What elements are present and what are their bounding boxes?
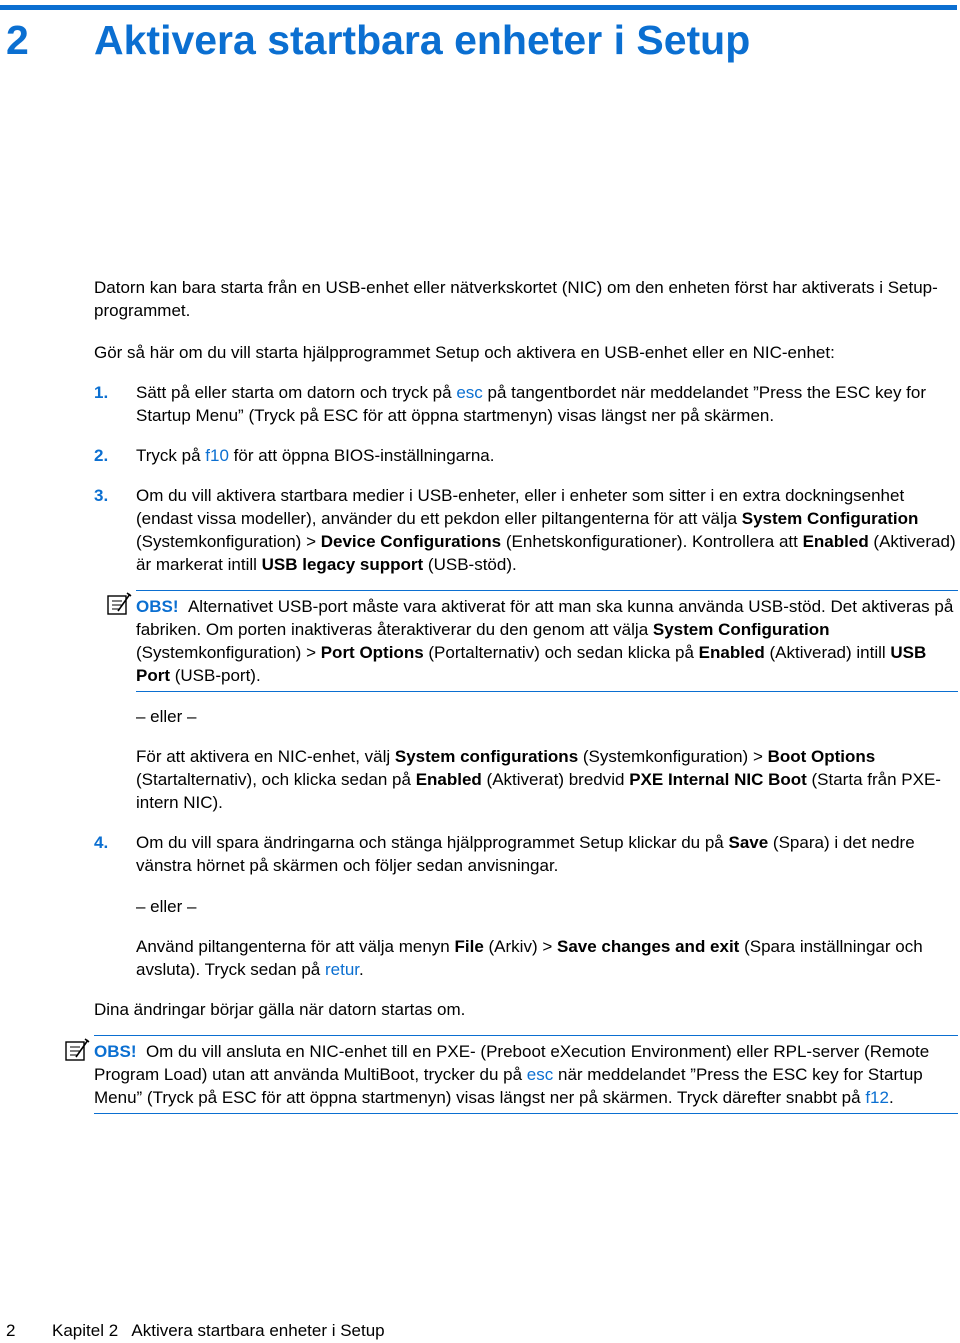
intro-paragraph: Datorn kan bara starta från en USB-enhet eller nätverkskortet (NIC) om den enheten först har aktiverats i Setup-programmet. (94, 278, 938, 320)
instruction-paragraph: Gör så här om du vill starta hjälpprogrammet Setup och aktivera en USB-enhet eller en NIC-enhet: (94, 343, 835, 362)
step-3 (94, 484, 958, 576)
step-text: Om du vill spara ändringarna och stänga hjälpprogrammet Setup klickar du på Save (Spara) i det nedre vänstra hörnet på skärmen och följer sedan anvisningar. (136, 833, 915, 875)
footer-text: Kapitel 2 Aktivera startbara enheter i Setup (52, 1321, 385, 1340)
key-esc: esc (456, 383, 483, 402)
closing-paragraph: Dina ändringar börjar gälla när datorn startas om. (94, 1000, 466, 1019)
note-pad-icon (106, 592, 132, 616)
key-esc: esc (526, 1065, 554, 1084)
page-footer (6, 1320, 385, 1342)
step-text: Sätt på eller starta om datorn och tryck på esc på tangentbordet när meddelandet ”Press the ESC key for Startup Menu” (Tryck på ESC för att öppna startmenyn) visas längst ner på skärmen. (136, 383, 927, 425)
key-f12: f12 (865, 1088, 889, 1107)
or-separator: – eller – (136, 897, 197, 916)
chapter-title (6, 14, 750, 66)
chapter-number: 2 (6, 17, 29, 63)
top-rule (0, 5, 957, 10)
note-text: OBS! Om du vill ansluta en NIC-enhet till en PXE- (Preboot eXecution Environment) eller RPL-server (Remote Program Load) utan att använda MultiBoot, trycker du på esc när meddelandet ”Press the ESC key for Startup Menu” (Tryck på ESC för att öppna startmenyn) visas längst ner på skärmen. Tryck därefter snabbt på f12. (94, 1042, 930, 1107)
note-label: OBS! (136, 597, 179, 616)
note-pad-icon (64, 1038, 90, 1062)
note-box (94, 1035, 958, 1114)
alternative-paragraph: Använd piltangenterna för att välja menyn File (Arkiv) > Save changes and exit (Spara inställningar och avsluta). Tryck sedan på retur. (136, 937, 923, 979)
step-text: Tryck på f10 för att öppna BIOS-inställningarna. (136, 446, 495, 465)
key-retur: retur (324, 960, 360, 979)
alternative-paragraph: För att aktivera en NIC-enhet, välj System configurations (Systemkonfiguration) > Boot Options (Startalternativ), och klicka sedan på Enabled (Aktiverat) bredvid PXE Internal NIC Boot (Starta från PXE-intern NIC). (136, 747, 941, 812)
chapter-title-text: Aktivera startbara enheter i Setup (94, 17, 751, 63)
step-number: 4. (94, 833, 109, 852)
step-number: 1. (94, 383, 109, 402)
step-text: Om du vill aktivera startbara medier i USB-enheter, eller i enheter som sitter i en extra dockningsenhet (endast vissa modeller), använder du ett pekdon eller piltangenterna för att välja System Configuration (Systemkonfiguration) > Device Configurations (Enhetskonfigurationer). Kontrollera att Enabled (Aktiverad) är markerat intill USB legacy support (USB-stöd). (136, 486, 956, 574)
note-text: OBS! Alternativet USB-port måste vara aktiverat för att man ska kunna använda USB-stöd. Det aktiveras på fabriken. Om porten inaktiveras återaktiverar du den genom att välja System Configuration (Systemkonfiguration) > Port Options (Portalternativ) och sedan klicka på Enabled (Aktiverad) intill USB Port (USB-port). (136, 597, 954, 685)
step-2 (94, 444, 958, 467)
step-number: 3. (94, 486, 109, 505)
step-number: 2. (94, 446, 109, 465)
note-box (136, 590, 958, 692)
key-f10: f10 (205, 446, 229, 465)
step-1 (94, 381, 958, 427)
or-separator: – eller – (136, 707, 197, 726)
step-4 (94, 831, 958, 877)
note-label: OBS! (94, 1042, 137, 1061)
page-number: 2 (6, 1321, 16, 1340)
